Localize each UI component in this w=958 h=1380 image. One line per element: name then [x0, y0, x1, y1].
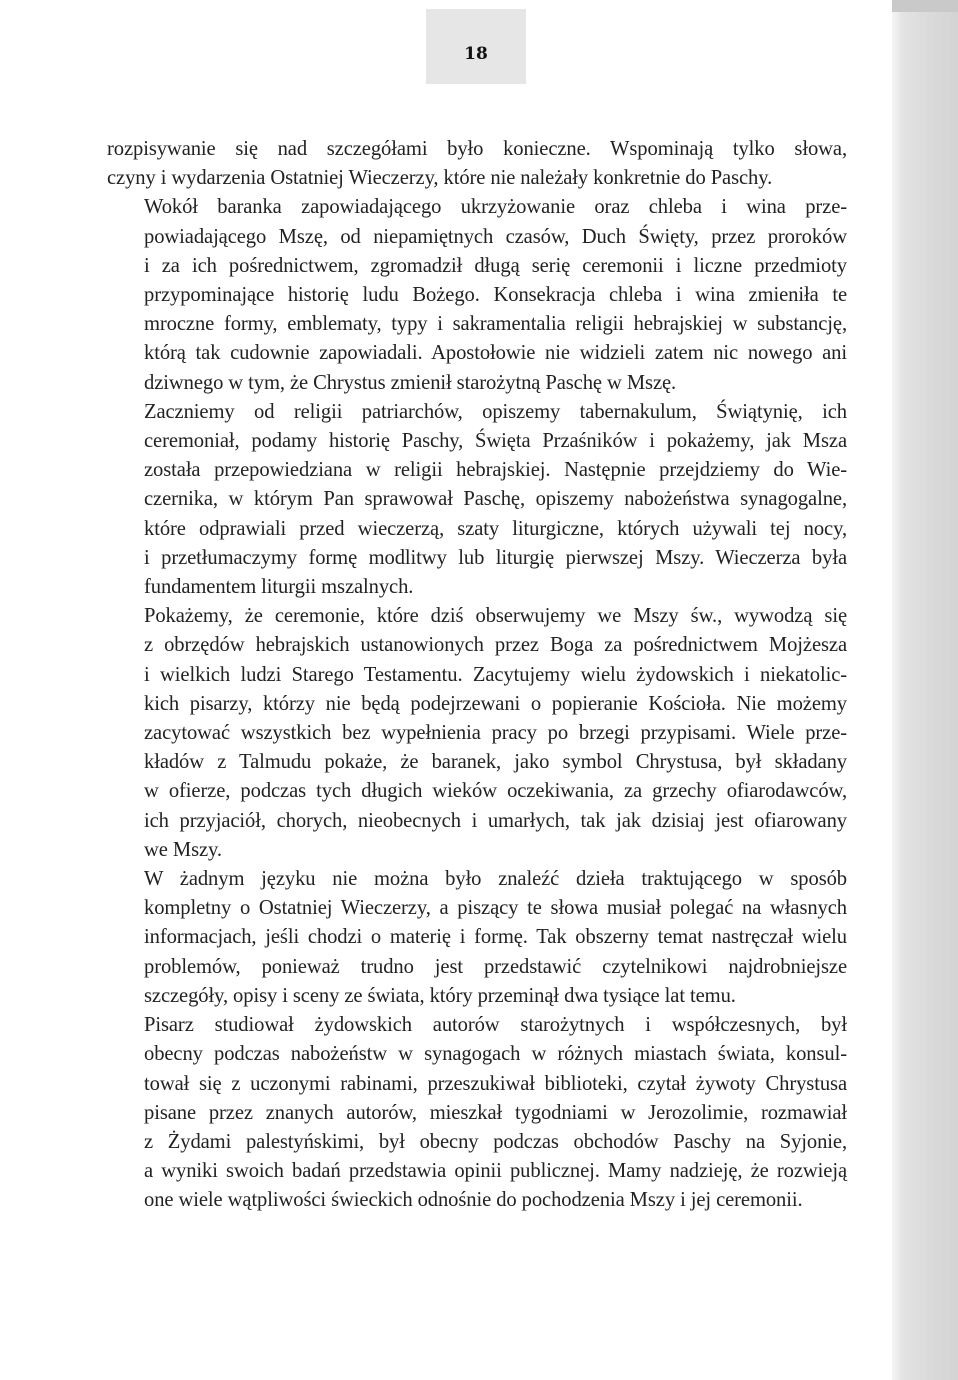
- text-line: fundamentem liturgii mszalnych.: [144, 576, 414, 599]
- paragraph: [107, 398, 847, 602]
- page-number: 18: [464, 44, 488, 64]
- text-line: przypominające historię ludu Bożego. Konsekracja chleba i wina zmieniła te: [144, 284, 847, 307]
- text-line: ich przyjaciół, chorych, nieobecnych i umarłych, tak jak dzisiaj jest ofiarowany: [144, 809, 847, 832]
- text-line: a wyniki swoich badań przedstawia opinii publicznej. Mamy nadzieję, że rozwieją: [144, 1160, 847, 1183]
- text-line: obecny podczas nabożeństw w synagogach w różnych miastach świata, konsul-: [144, 1043, 847, 1066]
- text-line: które odprawiali przed wieczerzą, szaty liturgiczne, których używali tej nocy,: [144, 517, 847, 540]
- text-line: powiadającego Mszę, od niepamiętnych czasów, Duch Święty, przez proroków: [144, 225, 847, 248]
- paragraph: [107, 135, 847, 193]
- text-line: i za ich pośrednictwem, zgromadził długą serię ceremonii i liczne przedmioty: [144, 254, 847, 277]
- page-number-box: [426, 9, 526, 84]
- text-line: którą tak cudownie zapowiadali. Apostołowie nie widzieli zatem nic nowego ani: [144, 342, 847, 365]
- text-line: kompletny o Ostatniej Wieczerzy, a piszący te słowa musiał polegać na własnych: [144, 897, 847, 920]
- text-line: kich pisarzy, którzy nie będą podejrzewani o popieranie Kościoła. Nie możemy: [144, 692, 847, 715]
- text-line: czernika, w którym Pan sprawował Paschę, opiszemy nabożeństwa synagogalne,: [144, 488, 847, 511]
- paragraph: [107, 602, 847, 865]
- paragraph: [107, 865, 847, 1011]
- text-line: kładów z Talmudu pokaże, że baranek, jako symbol Chrystusa, był składany: [144, 751, 847, 774]
- scan-edge-shadow: [892, 0, 958, 1380]
- text-line: Pokażemy, że ceremonie, które dziś obserwujemy we Mszy św., wywodzą się: [144, 605, 847, 628]
- text-line: w ofierze, podczas tych długich wieków oczekiwania, za grzechy ofiarodawców,: [144, 780, 847, 803]
- text-line: tował się z uczonymi rabinami, przeszukiwał biblioteki, czytał żywoty Chrystusa: [144, 1072, 847, 1095]
- text-line: ceremoniał, podamy historię Paschy, Święta Przaśników i pokażemy, jak Msza: [144, 430, 847, 453]
- text-line: czyny i wydarzenia Ostatniej Wieczerzy, które nie należały konkretnie do Paschy.: [107, 167, 773, 190]
- text-line: Pisarz studiował żydowskich autorów starożytnych i współczesnych, był: [144, 1014, 847, 1037]
- text-line: one wiele wątpliwości świeckich odnośnie do pochodzenia Mszy i jej ceremonii.: [144, 1189, 803, 1212]
- text-line: we Mszy.: [144, 838, 222, 861]
- text-line: i wielkich ludzi Starego Testamentu. Zacytujemy wielu żydowskich i niekatolic-: [144, 663, 847, 686]
- scan-edge-top: [892, 0, 958, 12]
- paragraph: [107, 193, 847, 397]
- text-line: zacytować wszystkich bez wypełnienia pracy po brzegi przypisami. Wiele prze-: [144, 722, 847, 745]
- text-line: informacjach, jeśli chodzi o materię i formę. Tak obszerny temat nastręczał wielu: [144, 926, 847, 949]
- paragraph: [107, 1011, 847, 1215]
- text-line: została przepowiedziana w religii hebrajskiej. Następnie przejdziemy do Wie-: [144, 459, 847, 482]
- text-line: szczegóły, opisy i sceny ze świata, który przeminął dwa tysiące lat temu.: [144, 984, 736, 1007]
- text-line: mroczne formy, emblematy, typy i sakramentalia religii hebrajskiej w substancję,: [144, 313, 847, 336]
- text-line: i przetłumaczymy formę modlitwy lub liturgię pierwszej Mszy. Wieczerza była: [144, 546, 847, 569]
- text-line: z obrzędów hebrajskich ustanowionych przez Boga za pośrednictwem Mojżesza: [144, 634, 847, 657]
- text-line: dziwnego w tym, że Chrystus zmienił starożytną Paschę w Mszę.: [144, 371, 677, 394]
- text-line: z Żydami palestyńskimi, był obecny podczas obchodów Paschy na Syjonie,: [144, 1130, 847, 1153]
- text-line: pisane przez znanych autorów, mieszkał tygodniami w Jerozolimie, rozmawiał: [144, 1101, 847, 1124]
- text-line: rozpisywanie się nad szczegółami było konieczne. Wspominają tylko słowa,: [107, 138, 847, 160]
- text-line: problemów, ponieważ trudno jest przedstawić czytelnikowi najdrobniejsze: [144, 955, 847, 978]
- text-line: W żadnym języku nie można było znaleźć dzieła traktującego w sposób: [144, 868, 847, 891]
- text-line: Wokół baranka zapowiadającego ukrzyżowanie oraz chleba i wina prze-: [144, 196, 847, 219]
- body-text: [107, 135, 847, 1216]
- text-line: Zaczniemy od religii patriarchów, opiszemy tabernakulum, Świątynię, ich: [144, 400, 847, 423]
